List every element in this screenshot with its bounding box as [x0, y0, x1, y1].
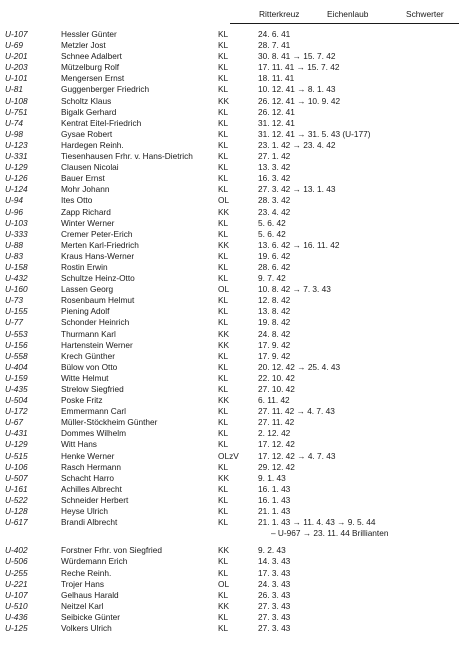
rank: KK	[218, 95, 230, 106]
boat-number: U-77	[5, 317, 23, 328]
rank: KL	[218, 567, 229, 578]
boat-number: U-124	[5, 184, 28, 195]
award-dates: 19. 6. 42	[258, 250, 291, 261]
rank: KK	[218, 395, 230, 406]
rank: KL	[218, 494, 229, 505]
commander-name: Witt Hans	[61, 439, 97, 450]
commander-name: Emmermann Carl	[61, 406, 127, 417]
boat-number: U-81	[5, 84, 23, 95]
table-row	[0, 184, 459, 195]
rank: KK	[218, 239, 230, 250]
rank: KK	[218, 472, 230, 483]
boat-number: U-404	[5, 361, 28, 372]
rank: KL	[218, 84, 229, 95]
rank: KL	[218, 106, 229, 117]
boat-number: U-88	[5, 239, 23, 250]
rank: KL	[218, 589, 229, 600]
rank: KL	[218, 384, 229, 394]
boat-number: U-172	[5, 406, 28, 417]
commander-name: Hartenstein Werner	[61, 339, 133, 350]
award-dates: 27. 3. 43	[258, 600, 291, 611]
award-dates: 12. 8. 42	[258, 295, 291, 306]
rank: KL	[218, 622, 229, 633]
commander-name: Cremer Peter-Erich	[61, 228, 133, 239]
table-row	[0, 240, 459, 251]
award-dates: 13. 6. 42 → 16. 11. 42	[258, 239, 340, 250]
award-dates: 9. 1. 43	[258, 472, 286, 483]
commander-name: Ites Otto	[61, 195, 93, 206]
rank: KL	[218, 184, 229, 195]
table-row	[0, 173, 459, 184]
boat-number: U-107	[5, 589, 28, 600]
award-dates: 17. 9. 42	[258, 350, 291, 361]
table-row	[0, 568, 459, 579]
commander-name: Würdemann Erich	[61, 556, 128, 567]
award-dates: 30. 8. 41 → 15. 7. 42	[258, 51, 336, 62]
table-row	[0, 473, 459, 484]
rank: KL	[218, 51, 229, 62]
commander-name: Metzler Jost	[61, 40, 106, 51]
header-eichenlaub: Eichenlaub	[327, 9, 369, 19]
commander-name: Schacht Harro	[61, 472, 115, 483]
rank: KL	[218, 62, 229, 73]
table-row	[0, 140, 459, 151]
award-dates: 26. 3. 43	[258, 589, 291, 600]
award-dates: 29. 12. 42	[258, 461, 295, 472]
commander-name: Bauer Ernst	[61, 173, 105, 184]
boat-number: U-129	[5, 439, 28, 450]
commander-name: Strelow Siegfried	[61, 384, 124, 394]
boat-number: U-160	[5, 284, 28, 295]
boat-number: U-558	[5, 350, 28, 361]
table-row	[0, 439, 459, 450]
rank: KL	[218, 73, 229, 84]
commander-name: Achilles Albrecht	[61, 483, 122, 494]
commander-name: Brandi Albrecht	[61, 517, 118, 528]
table-row	[0, 612, 459, 623]
rank: KL	[218, 29, 229, 39]
boat-number: U-155	[5, 306, 28, 317]
table-row	[0, 351, 459, 362]
table-row	[0, 73, 459, 84]
table-row	[0, 517, 459, 528]
boat-number: U-74	[5, 117, 23, 128]
rank: OL	[218, 578, 230, 589]
table-row	[0, 195, 459, 206]
commander-name: Trojer Hans	[61, 578, 105, 589]
table-row	[0, 262, 459, 273]
boat-number: U-333	[5, 228, 28, 239]
commander-name: Thurmann Karl	[61, 328, 116, 339]
header-schwerter: Schwerter	[406, 9, 444, 19]
award-dates: 23. 4. 42	[258, 206, 291, 217]
commander-name: Neitzel Karl	[61, 600, 104, 611]
table-row	[0, 506, 459, 517]
continuation-note: – U-967 → 23. 11. 44 Brillianten	[271, 528, 389, 539]
boat-number: U-67	[5, 417, 23, 428]
commander-name: Rasch Hermann	[61, 461, 121, 472]
commander-name: Bülow von Otto	[61, 361, 118, 372]
table-row	[0, 107, 459, 118]
award-dates: 14. 3. 43	[258, 556, 291, 567]
table-row	[0, 329, 459, 340]
rank: KL	[218, 117, 229, 128]
boat-number: U-331	[5, 151, 28, 162]
award-dates: 28. 7. 41	[258, 40, 291, 51]
award-dates: 27. 11. 42 → 4. 7. 43	[258, 406, 335, 417]
boat-number: U-553	[5, 328, 28, 339]
award-dates: 10. 8. 42 → 7. 3. 43	[258, 284, 331, 295]
boat-number: U-221	[5, 578, 28, 589]
commander-name: Clausen Nicolai	[61, 162, 119, 173]
award-dates: 16. 1. 43	[258, 494, 291, 505]
award-dates: 17. 11. 41 → 15. 7. 42	[258, 62, 340, 73]
table-row	[0, 207, 459, 218]
boat-number: U-751	[5, 106, 28, 117]
commander-name: Volkers Ulrich	[61, 622, 112, 633]
award-dates: 27. 10. 42	[258, 384, 295, 394]
rank: OL	[218, 284, 230, 295]
commander-name: Scholtz Klaus	[61, 95, 112, 106]
rank: KL	[218, 162, 229, 173]
boat-number: U-522	[5, 494, 28, 505]
award-dates: 20. 12. 42 → 25. 4. 43	[258, 361, 341, 372]
award-dates: 9. 7. 42	[258, 273, 286, 284]
table-row	[0, 373, 459, 384]
commander-name: Hardegen Reinh.	[61, 139, 124, 150]
boat-number: U-504	[5, 395, 28, 406]
rank: KK	[218, 206, 230, 217]
rank: KK	[218, 339, 230, 350]
rank: KL	[218, 151, 229, 162]
award-dates: 22. 10. 42	[258, 372, 295, 383]
commander-name: Henke Werner	[61, 450, 115, 461]
header-rule	[230, 23, 459, 24]
table-row	[0, 451, 459, 462]
award-dates: 16. 3. 42	[258, 173, 291, 184]
boat-number: U-159	[5, 372, 28, 383]
table-row	[0, 406, 459, 417]
commander-name: Schneider Herbert	[61, 494, 129, 505]
rank: KL	[218, 428, 229, 439]
commander-name: Kraus Hans-Werner	[61, 250, 135, 261]
award-dates: 27. 3. 42 → 13. 1. 43	[258, 184, 336, 195]
rank: KK	[218, 328, 230, 339]
table-row	[0, 129, 459, 140]
award-dates: 17. 9. 42	[258, 339, 291, 350]
commander-name: Dommes Wilhelm	[61, 428, 126, 439]
rank: OLzV	[218, 450, 239, 461]
award-dates: 5. 6. 42	[258, 217, 286, 228]
boat-number: U-161	[5, 483, 28, 494]
commander-name: Gelhaus Harald	[61, 589, 119, 600]
table-row	[0, 528, 459, 539]
boat-number: U-432	[5, 273, 28, 284]
rank: KL	[218, 250, 229, 261]
commander-name: Gysae Robert	[61, 128, 113, 139]
boat-number: U-107	[5, 29, 28, 39]
award-table	[0, 29, 459, 634]
rank: KK	[218, 600, 230, 611]
rank: KL	[218, 350, 229, 361]
award-dates: 24. 8. 42	[258, 328, 291, 339]
boat-number: U-431	[5, 428, 28, 439]
award-dates: 10. 12. 41 → 8. 1. 43	[258, 84, 336, 95]
award-dates: 19. 8. 42	[258, 317, 291, 328]
rank: KL	[218, 517, 229, 528]
table-row	[0, 362, 459, 373]
award-dates: 13. 8. 42	[258, 306, 291, 317]
boat-number: U-507	[5, 472, 28, 483]
rank: KL	[218, 139, 229, 150]
boat-number: U-510	[5, 600, 28, 611]
award-dates: 18. 11. 41	[258, 73, 295, 84]
commander-name: Mützelburg Rolf	[61, 62, 120, 73]
award-dates: 17. 12. 42	[258, 439, 295, 450]
boat-number: U-83	[5, 250, 23, 261]
commander-name: Guggenberger Friedrich	[61, 84, 150, 95]
table-row	[0, 118, 459, 129]
boat-number: U-126	[5, 173, 28, 184]
boat-number: U-436	[5, 611, 28, 622]
boat-number: U-156	[5, 339, 28, 350]
table-row	[0, 545, 459, 556]
table-row	[0, 484, 459, 495]
rank: KL	[218, 273, 229, 284]
table-row	[0, 51, 459, 62]
table-row	[0, 84, 459, 95]
commander-name: Schonder Heinrich	[61, 317, 130, 328]
boat-number: U-103	[5, 217, 28, 228]
award-dates: 9. 2. 43	[258, 545, 286, 556]
table-row	[0, 96, 459, 107]
boat-number: U-515	[5, 450, 28, 461]
award-dates: 31. 12. 41 → 31. 5. 43 (U-177)	[258, 128, 371, 139]
rank: KL	[218, 372, 229, 383]
commander-name: Lassen Georg	[61, 284, 114, 295]
boat-number: U-101	[5, 73, 28, 84]
boat-number: U-201	[5, 51, 28, 62]
commander-name: Rostin Erwin	[61, 261, 108, 272]
boat-number: U-402	[5, 545, 28, 556]
award-dates: 26. 12. 41 → 10. 9. 42	[258, 95, 341, 106]
rank: KL	[218, 556, 229, 567]
boat-number: U-128	[5, 506, 28, 517]
table-row	[0, 40, 459, 51]
boat-number: U-106	[5, 461, 28, 472]
boat-number: U-69	[5, 40, 23, 51]
award-dates: 5. 6. 42	[258, 228, 286, 239]
award-dates: 17. 12. 42 → 4. 7. 43	[258, 450, 336, 461]
table-row	[0, 251, 459, 262]
table-row	[0, 428, 459, 439]
table-row	[0, 462, 459, 473]
boat-number: U-94	[5, 195, 23, 206]
boat-number: U-203	[5, 62, 28, 73]
boat-number: U-129	[5, 162, 28, 173]
boat-number: U-255	[5, 567, 28, 578]
table-row	[0, 151, 459, 162]
award-dates: 26. 12. 41	[258, 106, 295, 117]
award-dates: 24. 3. 43	[258, 578, 291, 589]
commander-name: Hessler Günter	[61, 29, 117, 39]
table-row	[0, 306, 459, 317]
commander-name: Reche Reinh.	[61, 567, 112, 578]
rank: KL	[218, 173, 229, 184]
table-row	[0, 340, 459, 351]
award-dates: 6. 11. 42	[258, 395, 290, 406]
table-row	[0, 395, 459, 406]
commander-name: Forstner Frhr. von Siegfried	[61, 545, 162, 556]
commander-name: Mengersen Ernst	[61, 73, 125, 84]
commander-name: Krech Günther	[61, 350, 115, 361]
commander-name: Merten Karl-Friedrich	[61, 239, 139, 250]
table-row	[0, 295, 459, 306]
table-row	[0, 62, 459, 73]
table-row	[0, 273, 459, 284]
rank: KL	[218, 228, 229, 239]
rank: KL	[218, 295, 229, 306]
award-dates: 27. 11. 42	[258, 417, 295, 428]
rank: KL	[218, 317, 229, 328]
rank: KL	[218, 417, 229, 428]
rank: KL	[218, 611, 229, 622]
header-ritterkreuz: Ritterkreuz	[259, 9, 300, 19]
boat-number: U-617	[5, 517, 28, 528]
commander-name: Winter Werner	[61, 217, 115, 228]
award-dates: 13. 3. 42	[258, 162, 291, 173]
boat-number: U-96	[5, 206, 23, 217]
rank: KL	[218, 483, 229, 494]
commander-name: Müller-Stöckheim Günther	[61, 417, 158, 428]
commander-name: Witte Helmut	[61, 372, 109, 383]
commander-name: Tiesenhausen Frhr. v. Hans-Dietrich	[61, 151, 193, 162]
award-dates: 16. 1. 43	[258, 483, 291, 494]
commander-name: Kentrat Eitel-Friedrich	[61, 117, 142, 128]
award-dates: 28. 3. 42	[258, 195, 291, 206]
award-dates: 17. 3. 43	[258, 567, 291, 578]
award-dates: 23. 1. 42 → 23. 4. 42	[258, 139, 336, 150]
boat-number: U-98	[5, 128, 23, 139]
commander-name: Poske Fritz	[61, 395, 103, 406]
award-dates: 2. 12. 42	[258, 428, 291, 439]
award-dates: 28. 6. 42	[258, 261, 291, 272]
commander-name: Schnee Adalbert	[61, 51, 122, 62]
boat-number: U-506	[5, 556, 28, 567]
award-dates: 24. 6. 41	[258, 29, 291, 39]
commander-name: Heyse Ulrich	[61, 506, 109, 517]
rank: KL	[218, 128, 229, 139]
table-row	[0, 623, 459, 634]
rank: KL	[218, 439, 229, 450]
commander-name: Bigalk Gerhard	[61, 106, 117, 117]
award-dates: 27. 3. 43	[258, 611, 291, 622]
commander-name: Piening Adolf	[61, 306, 110, 317]
table-row	[0, 384, 459, 395]
table-row	[0, 556, 459, 567]
table-row	[0, 218, 459, 229]
table-row	[0, 162, 459, 173]
award-dates: 27. 3. 43	[258, 622, 291, 633]
commander-name: Mohr Johann	[61, 184, 110, 195]
boat-number: U-108	[5, 95, 28, 106]
rank: OL	[218, 195, 230, 206]
table-row	[0, 317, 459, 328]
table-row	[0, 29, 459, 40]
table-row	[0, 601, 459, 612]
table-row	[0, 284, 459, 295]
boat-number: U-125	[5, 622, 28, 633]
table-row	[0, 590, 459, 601]
rank: KL	[218, 361, 229, 372]
rank: KL	[218, 261, 229, 272]
award-dates: 21. 1. 43	[258, 506, 291, 517]
commander-name: Zapp Richard	[61, 206, 111, 217]
commander-name: Rosenbaum Helmut	[61, 295, 135, 306]
rank: KL	[218, 40, 229, 51]
boat-number: U-435	[5, 384, 28, 394]
table-row	[0, 495, 459, 506]
boat-number: U-73	[5, 295, 23, 306]
rank: KK	[218, 545, 230, 556]
table-row	[0, 579, 459, 590]
commander-name: Schultze Heinz-Otto	[61, 273, 135, 284]
award-dates: 31. 12. 41	[258, 117, 295, 128]
boat-number: U-123	[5, 139, 28, 150]
rank: KL	[218, 461, 229, 472]
rank: KL	[218, 506, 229, 517]
rank: KL	[218, 217, 229, 228]
rank: KL	[218, 306, 229, 317]
award-dates: 27. 1. 42	[258, 151, 291, 162]
table-row	[0, 417, 459, 428]
boat-number: U-158	[5, 261, 28, 272]
commander-name: Seibicke Günter	[61, 611, 121, 622]
rank: KL	[218, 406, 229, 417]
award-dates: 21. 1. 43 → 11. 4. 43 → 9. 5. 44	[258, 517, 376, 528]
table-row	[0, 229, 459, 240]
